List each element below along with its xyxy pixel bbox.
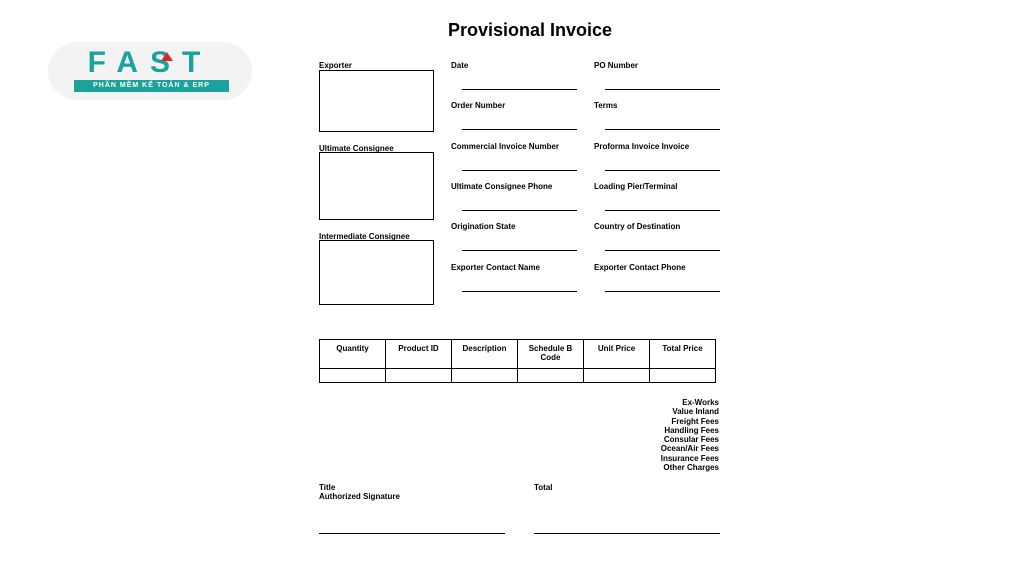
fee-ex-works: Ex-Works [682, 398, 719, 407]
quantity-header: Quantity [320, 340, 386, 369]
order-number-label: Order Number [451, 101, 506, 110]
description-cell[interactable] [452, 369, 518, 383]
proforma-invoice-field[interactable] [605, 170, 720, 171]
total-price-header: Total Price [650, 340, 716, 369]
exporter-contact-name-label: Exporter Contact Name [451, 263, 540, 272]
exporter-box[interactable] [319, 70, 434, 132]
terms-label: Terms [594, 101, 618, 110]
fee-other-charges: Other Charges [663, 463, 719, 473]
fee-consular: Consular Fees [663, 435, 719, 445]
origination-state-field[interactable] [462, 250, 577, 251]
commercial-invoice-number-label: Commercial Invoice Number [451, 142, 560, 151]
authorized-signature-label: Authorized Signature [319, 492, 400, 501]
items-table [319, 339, 716, 383]
unit-price-header: Unit Price [584, 340, 650, 369]
fees-list [600, 398, 719, 472]
product-id-cell[interactable] [386, 369, 452, 383]
table-row [320, 369, 716, 383]
po-number-field[interactable] [605, 89, 720, 90]
logo-tagline: PHẦN MỀM KẾ TOÁN & ERP [74, 80, 229, 92]
intermediate-consignee-box[interactable] [319, 240, 434, 305]
fast-logo [48, 42, 252, 100]
terms-field[interactable] [605, 129, 720, 130]
exporter-contact-name-field[interactable] [462, 291, 577, 292]
logo-triangle-icon [161, 52, 173, 61]
exporter-contact-phone-label: Exporter Contact Phone [594, 263, 686, 272]
commercial-invoice-number-field[interactable] [462, 170, 577, 171]
proforma-invoice-label: Proforma Invoice Invoice [594, 142, 690, 151]
exporter-label: Exporter [319, 61, 352, 70]
ultimate-consignee-label: Ultimate Consignee [319, 144, 394, 153]
loading-pier-label: Loading Pier/Terminal [594, 182, 678, 191]
date-field[interactable] [462, 89, 577, 90]
loading-pier-field[interactable] [605, 210, 720, 211]
order-number-field[interactable] [462, 129, 577, 130]
total-field[interactable] [534, 533, 720, 534]
total-label: Total [534, 483, 553, 492]
exporter-contact-phone-field[interactable] [605, 291, 720, 292]
ultimate-consignee-phone-field[interactable] [462, 210, 577, 211]
fee-handling: Handling Fees [664, 425, 719, 435]
fee-value-inland: Value Inland [672, 407, 719, 417]
description-header: Description [452, 340, 518, 369]
country-of-destination-field[interactable] [605, 250, 720, 251]
items-header-row [320, 340, 716, 369]
signature-field[interactable] [319, 533, 505, 534]
product-id-header: Product ID [386, 340, 452, 369]
po-number-label: PO Number [594, 61, 639, 70]
total-price-cell[interactable] [650, 369, 716, 383]
intermediate-consignee-label: Intermediate Consignee [319, 232, 410, 241]
page-title: Provisional Invoice [447, 20, 613, 40]
ultimate-consignee-box[interactable] [319, 152, 434, 220]
logo-wordmark: FAST [87, 46, 213, 79]
schedule-b-code-cell[interactable] [518, 369, 584, 383]
fee-freight: Freight Fees [671, 416, 719, 426]
origination-state-label: Origination State [451, 222, 516, 231]
unit-price-cell[interactable] [584, 369, 650, 383]
fee-insurance: Insurance Fees [660, 453, 719, 463]
schedule-b-code-header: Schedule B Code [518, 340, 584, 369]
fee-ocean-air: Ocean/Air Fees [660, 444, 719, 454]
ultimate-consignee-phone-label: Ultimate Consignee Phone [451, 182, 553, 191]
quantity-cell[interactable] [320, 369, 386, 383]
title-label: Title [319, 483, 336, 492]
date-label: Date [451, 61, 469, 70]
country-of-destination-label: Country of Destination [594, 222, 681, 231]
